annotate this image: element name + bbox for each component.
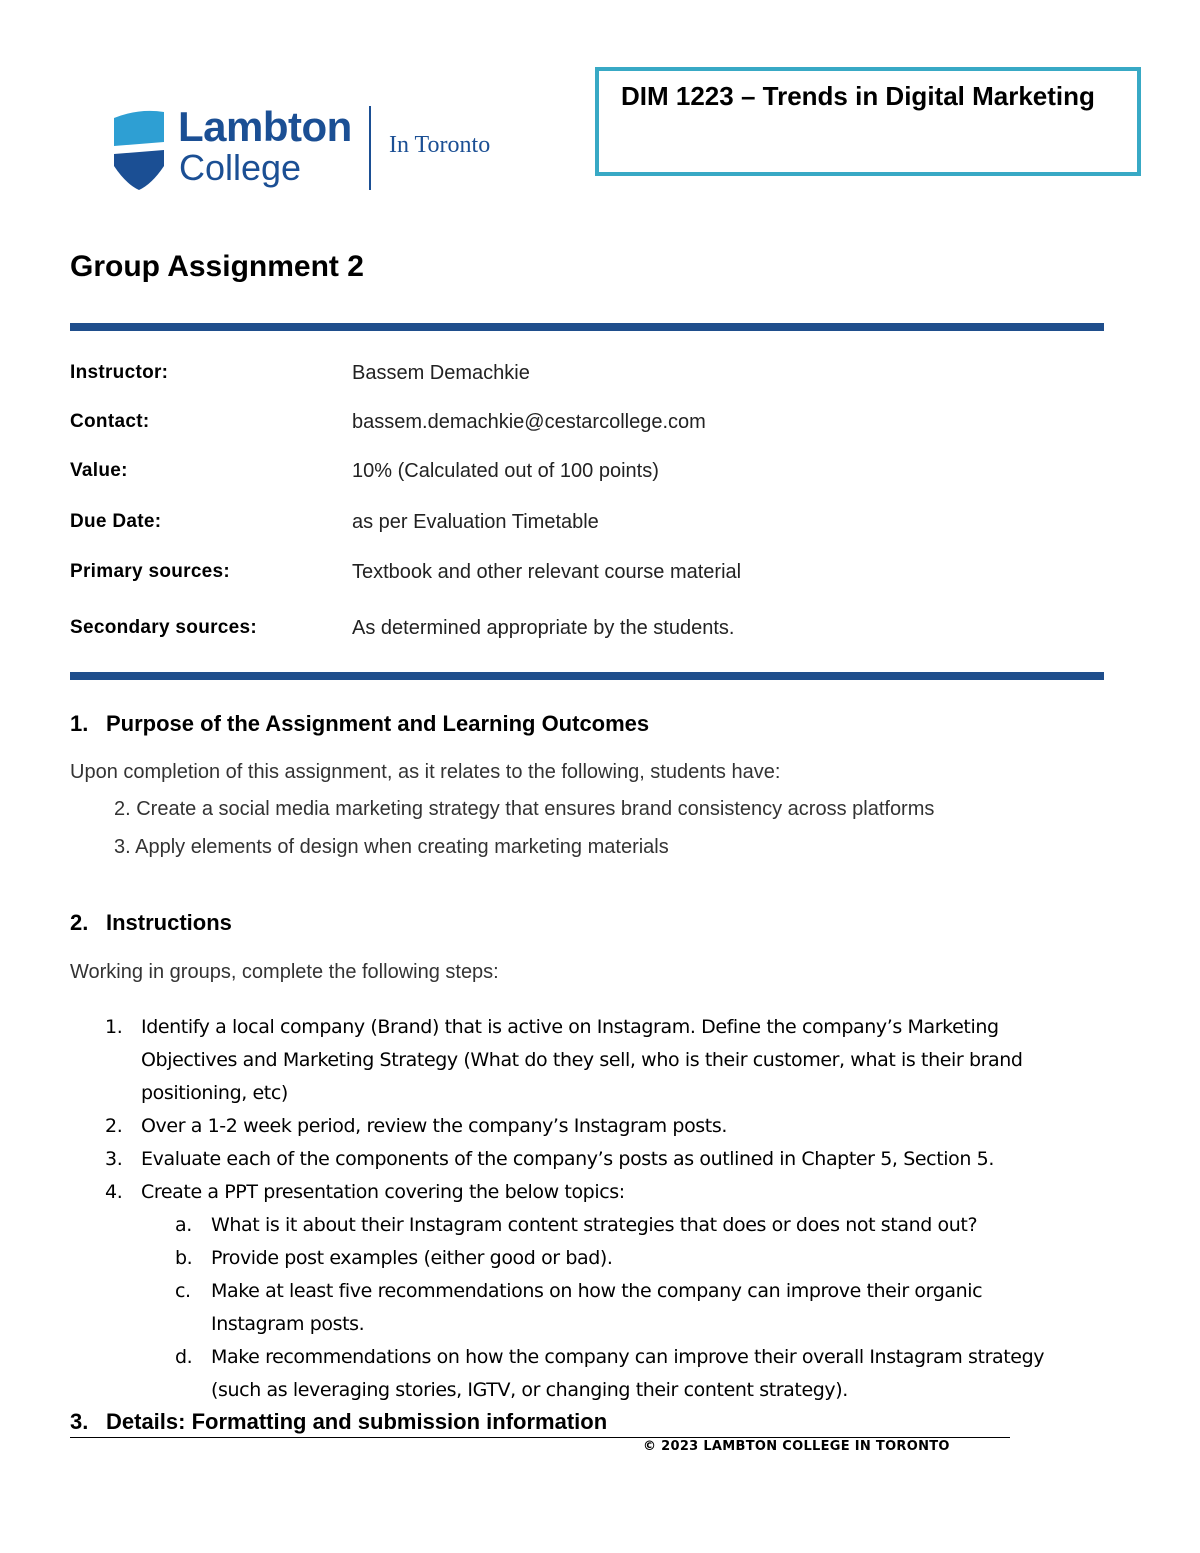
step-marker: 3. <box>105 1148 123 1170</box>
logo-lambton-text: Lambton <box>178 103 352 150</box>
info-label-due-date: Due Date: <box>70 511 162 532</box>
section-3-number: 3. <box>70 1409 89 1434</box>
step-marker: 1. <box>105 1016 123 1038</box>
logo-campus-text: In Toronto <box>389 132 491 158</box>
section-1-heading <box>70 711 649 737</box>
learning-outcome: 2. Create a social media marketing strategy that ensures brand consistency across platforms <box>114 798 935 820</box>
assignment-title: Group Assignment 2 <box>70 250 364 283</box>
instruction-step-1 <box>105 1011 1023 1110</box>
info-value-contact: bassem.demachkie@cestarcollege.com <box>352 411 706 433</box>
info-value-instructor: Bassem Demachkie <box>352 362 530 384</box>
instruction-step-2 <box>105 1110 727 1143</box>
step-line: Create a PPT presentation covering the below topics: <box>141 1181 625 1203</box>
info-label-secondary-sources: Secondary sources: <box>70 617 258 638</box>
footer-divider <box>70 1437 1010 1438</box>
info-value-primary-sources: Textbook and other relevant course material <box>352 561 742 583</box>
course-title-box <box>595 67 1141 176</box>
instruction-substep-b <box>175 1242 613 1275</box>
instruction-substep-d <box>175 1341 1045 1407</box>
section-2-title: Instructions <box>106 910 232 935</box>
info-value-due-date: as per Evaluation Timetable <box>352 511 599 533</box>
instruction-substep-c <box>175 1275 983 1341</box>
section-3-title: Details: Formatting and submission information <box>106 1409 608 1434</box>
substep-line: Make recommendations on how the company can improve their overall Instagram strategy <box>211 1346 1045 1368</box>
substep-line: (such as leveraging stories, IGTV, or changing their content strategy). <box>211 1379 848 1401</box>
section-2-number: 2. <box>70 910 89 935</box>
divider-bottom <box>70 672 1104 680</box>
step-line: Identify a local company (Brand) that is active on Instagram. Define the company’s Marketing <box>141 1016 999 1038</box>
step-line: Over a 1-2 week period, review the company’s Instagram posts. <box>141 1115 727 1137</box>
section-2-heading <box>70 910 232 936</box>
substep-marker: a. <box>175 1214 192 1236</box>
logo-divider <box>369 106 371 190</box>
section-1-title: Purpose of the Assignment and Learning Outcomes <box>106 711 650 736</box>
lambton-college-logo <box>108 104 493 196</box>
info-value-secondary-sources: As determined appropriate by the students. <box>352 617 735 639</box>
instruction-step-3 <box>105 1143 994 1176</box>
info-label-contact: Contact: <box>70 411 150 432</box>
divider-top <box>70 323 1104 331</box>
course-title: DIM 1223 – Trends in Digital Marketing <box>621 81 1095 111</box>
substep-line: Make at least five recommendations on how the company can improve their organic <box>211 1280 983 1302</box>
section-3-heading <box>70 1409 607 1435</box>
shield-logo-icon <box>112 108 166 192</box>
info-value-value: 10% (Calculated out of 100 points) <box>352 460 659 482</box>
section-2-intro: Working in groups, complete the following steps: <box>70 961 499 983</box>
learning-outcome: 3. Apply elements of design when creating marketing materials <box>114 836 669 858</box>
substep-marker: b. <box>175 1247 193 1269</box>
info-label-instructor: Instructor: <box>70 362 169 383</box>
step-line: Evaluate each of the components of the company’s posts as outlined in Chapter 5, Section 5. <box>141 1148 994 1170</box>
copyright-footer: © 2023 LAMBTON COLLEGE IN TORONTO <box>643 1439 950 1454</box>
substep-line: What is it about their Instagram content strategies that does or does not stand out? <box>211 1214 978 1236</box>
logo-college-text: College <box>179 147 302 188</box>
substep-line: Provide post examples (either good or bad). <box>211 1247 613 1269</box>
substep-line: Instagram posts. <box>211 1313 365 1335</box>
instruction-step-4 <box>105 1176 625 1209</box>
step-marker: 4. <box>105 1181 123 1203</box>
info-label-value: Value: <box>70 460 128 481</box>
step-line: Objectives and Marketing Strategy (What do they sell, who is their customer, what is their brand <box>141 1049 1023 1071</box>
step-line: positioning, etc) <box>141 1082 288 1104</box>
substep-marker: d. <box>175 1346 193 1368</box>
section-1-intro: Upon completion of this assignment, as it relates to the following, students have: <box>70 761 781 783</box>
info-label-primary-sources: Primary sources: <box>70 561 231 582</box>
substep-marker: c. <box>175 1280 191 1302</box>
instruction-substep-a <box>175 1209 978 1242</box>
step-marker: 2. <box>105 1115 123 1137</box>
section-1-number: 1. <box>70 711 89 736</box>
